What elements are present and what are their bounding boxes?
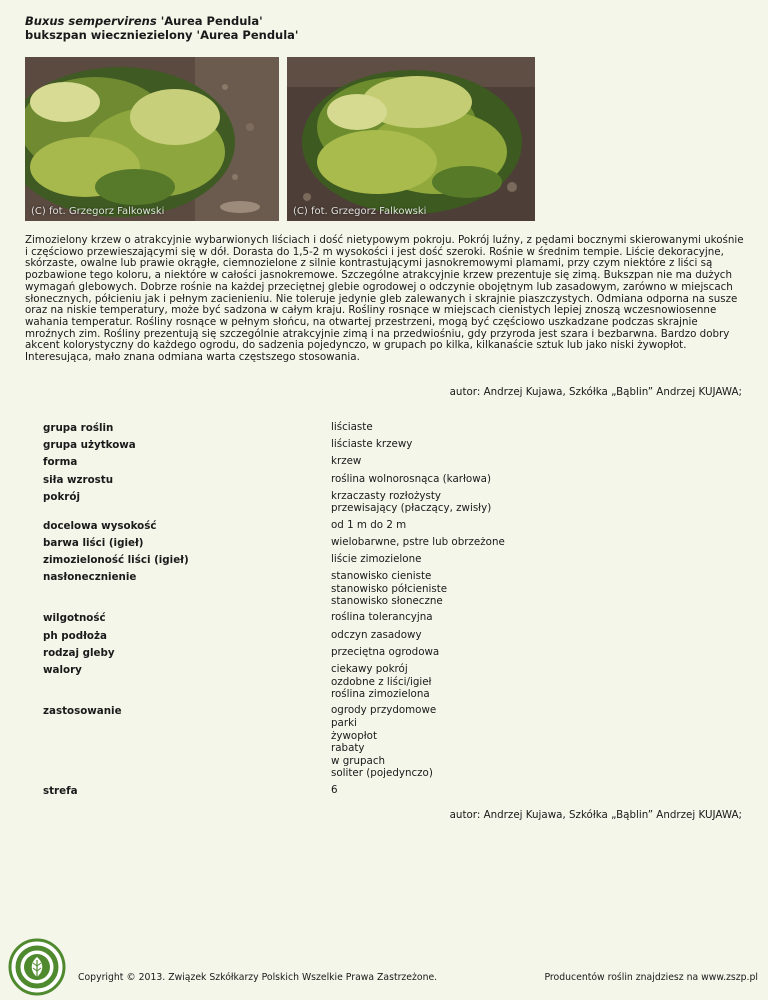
property-value: liście zimozielone <box>331 552 422 565</box>
property-values <box>331 553 723 567</box>
property-values <box>331 646 723 660</box>
property-value: 6 <box>331 783 338 796</box>
property-values <box>331 438 723 452</box>
page-header <box>25 14 298 42</box>
zszp-logo-icon <box>8 938 66 996</box>
author-note-bottom: autor: Andrzej Kujawa, Szkółka „Bąblin” Andrzej KUJAWA; <box>449 809 742 821</box>
property-value: stanowisko półcieniste <box>331 582 448 595</box>
property-values <box>331 536 723 550</box>
zszp-logo[interactable] <box>8 938 66 996</box>
polish-name: bukszpan wieczniezielony 'Aurea Pendula' <box>25 28 299 42</box>
property-values <box>331 455 723 469</box>
property-row <box>43 455 723 469</box>
property-key: barwa liści (igieł) <box>43 536 144 549</box>
property-row <box>43 570 723 608</box>
property-key: docelowa wysokość <box>43 519 157 532</box>
property-value: od 1 m do 2 m <box>331 518 407 531</box>
property-values <box>331 704 723 780</box>
photo-credit: (C) fot. Grzegorz Falkowski <box>293 206 427 217</box>
photo-credit: (C) fot. Grzegorz Falkowski <box>31 206 165 217</box>
property-value: roślina zimozielona <box>331 688 430 701</box>
author-note-top: autor: Andrzej Kujawa, Szkółka „Bąblin” Andrzej KUJAWA; <box>449 386 742 398</box>
property-row <box>43 784 723 798</box>
property-values <box>331 519 723 533</box>
property-row <box>43 663 723 701</box>
property-row <box>43 704 723 780</box>
property-row <box>43 421 723 435</box>
property-value: liściaste krzewy <box>331 438 413 451</box>
property-row <box>43 438 723 452</box>
property-key: zastosowanie <box>43 705 122 718</box>
property-values <box>331 611 723 625</box>
property-key: strefa <box>43 784 78 797</box>
property-value: przewisający (płaczący, zwisły) <box>331 502 492 515</box>
property-value: ozdobne z liści/igieł <box>331 675 432 688</box>
property-values <box>331 629 723 643</box>
property-value: odczyn zasadowy <box>331 628 422 641</box>
plant-description: Zimozielony krzew o atrakcyjnie wybarwionych liściach i dość nietypowym pokroju. Pokrój luźny, z pędami bocznymi skierowanymi ukośnie i częściowo przewieszającymi się w dół. Dorasta do 1,5-2 m wysokości i jest dość szeroki. Rośnie w średnim tempie. Liście dekoracyjne, skórzaste, owalne lub prawie okrągłe, ciemnozielone z silnie kontrastującymi jasnokremowymi plamami, przy czym niektóre z liści są pozbawione tego koloru, a niektóre w całości jasnokremowe. Szczególne atrakcyjnie krzew prezentuje się zimą. Bukszpan nie ma dużych wymagań glebowych. Dobrze rośnie na każdej przeciętnej glebie ogrodowej o odczynie obojętnym lub zasadowym, zarówno w miejscach słonecznych, półcieniu jak i pełnym zacienieniu. Nie toleruje jedynie gleb zalewanych i skrajnie piaszczystych. Odmiana odporna na susze oraz na niskie temperatury, może być sadzona w całym kraju. Rośliny rosnące w miejscach cienistych lepiej znoszą wczesnowiosenne wahania temperatur. Rośliny rosnące w pełnym słońcu, na otwartej przestrzeni, mogą być częściowo uszkadzane podczas skrajnie mroźnych zim. Rośliny prezentują się szczególnie atrakcyjnie zimą i na przedwiośniu, gdy przyroda jest szara i bezbarwna. Bardzo dobry akcent kolorystyczny do każdego ogrodu, do sadzenia pojedynczo, w grupach po kilka, kilkanaście sztuk lub jako niski żywopłot. Interesująca, mało znana odmiana warta częstszego stosowania. <box>25 234 744 364</box>
property-value: krzaczasty rozłożysty <box>331 489 441 502</box>
cultivar-name: 'Aurea Pendula' <box>160 14 263 28</box>
property-key: ph podłoża <box>43 629 107 642</box>
property-values <box>331 663 723 701</box>
property-key: forma <box>43 456 78 469</box>
property-value: roślina tolerancyjna <box>331 611 433 624</box>
property-value: przeciętna ogrodowa <box>331 645 440 658</box>
property-values <box>331 421 723 435</box>
properties-table <box>43 421 723 801</box>
property-value: stanowisko cieniste <box>331 570 432 583</box>
plant-name-line <box>25 14 298 28</box>
property-value: soliter (pojedynczo) <box>331 767 433 780</box>
property-value: rabaty <box>331 742 365 755</box>
property-value: w grupach <box>331 754 386 767</box>
property-key: rodzaj gleby <box>43 646 115 659</box>
property-value: wielobarwne, pstre lub obrzeżone <box>331 535 505 548</box>
property-row <box>43 553 723 567</box>
property-key: grupa użytkowa <box>43 439 136 452</box>
property-key: wilgotność <box>43 612 106 625</box>
property-key: pokrój <box>43 490 80 503</box>
property-values <box>331 490 723 515</box>
property-value: ciekawy pokrój <box>331 663 408 676</box>
property-row <box>43 629 723 643</box>
property-key: siła wzrostu <box>43 473 114 486</box>
property-key: zimozieloność liści (igieł) <box>43 553 189 566</box>
plant-photo-2[interactable] <box>287 57 535 221</box>
property-value: liściaste <box>331 421 373 433</box>
property-value: roślina wolnorosnąca (karłowa) <box>331 472 491 485</box>
property-value: stanowisko słoneczne <box>331 595 443 608</box>
property-values <box>331 473 723 487</box>
property-value: żywopłot <box>331 729 378 742</box>
property-row <box>43 519 723 533</box>
property-values <box>331 784 723 798</box>
producers-link[interactable]: Producentów roślin znajdziesz na www.zszp.pl <box>544 972 758 983</box>
property-key: grupa roślin <box>43 422 114 434</box>
property-value: parki <box>331 717 357 729</box>
plant-photo-1[interactable] <box>25 57 279 221</box>
property-value: ogrody przydomowe <box>331 704 437 717</box>
property-values <box>331 570 723 608</box>
property-row <box>43 611 723 625</box>
latin-name: Buxus sempervirens <box>25 14 157 28</box>
property-row <box>43 536 723 550</box>
property-key: walory <box>43 664 82 677</box>
property-row <box>43 646 723 660</box>
property-key: nasłonecznienie <box>43 571 137 584</box>
copyright-text: Copyright © 2013. Związek Szkółkarzy Polskich Wszelkie Prawa Zastrzeżone. <box>78 972 438 983</box>
property-row <box>43 490 723 515</box>
property-value: krzew <box>331 455 362 468</box>
property-row <box>43 473 723 487</box>
